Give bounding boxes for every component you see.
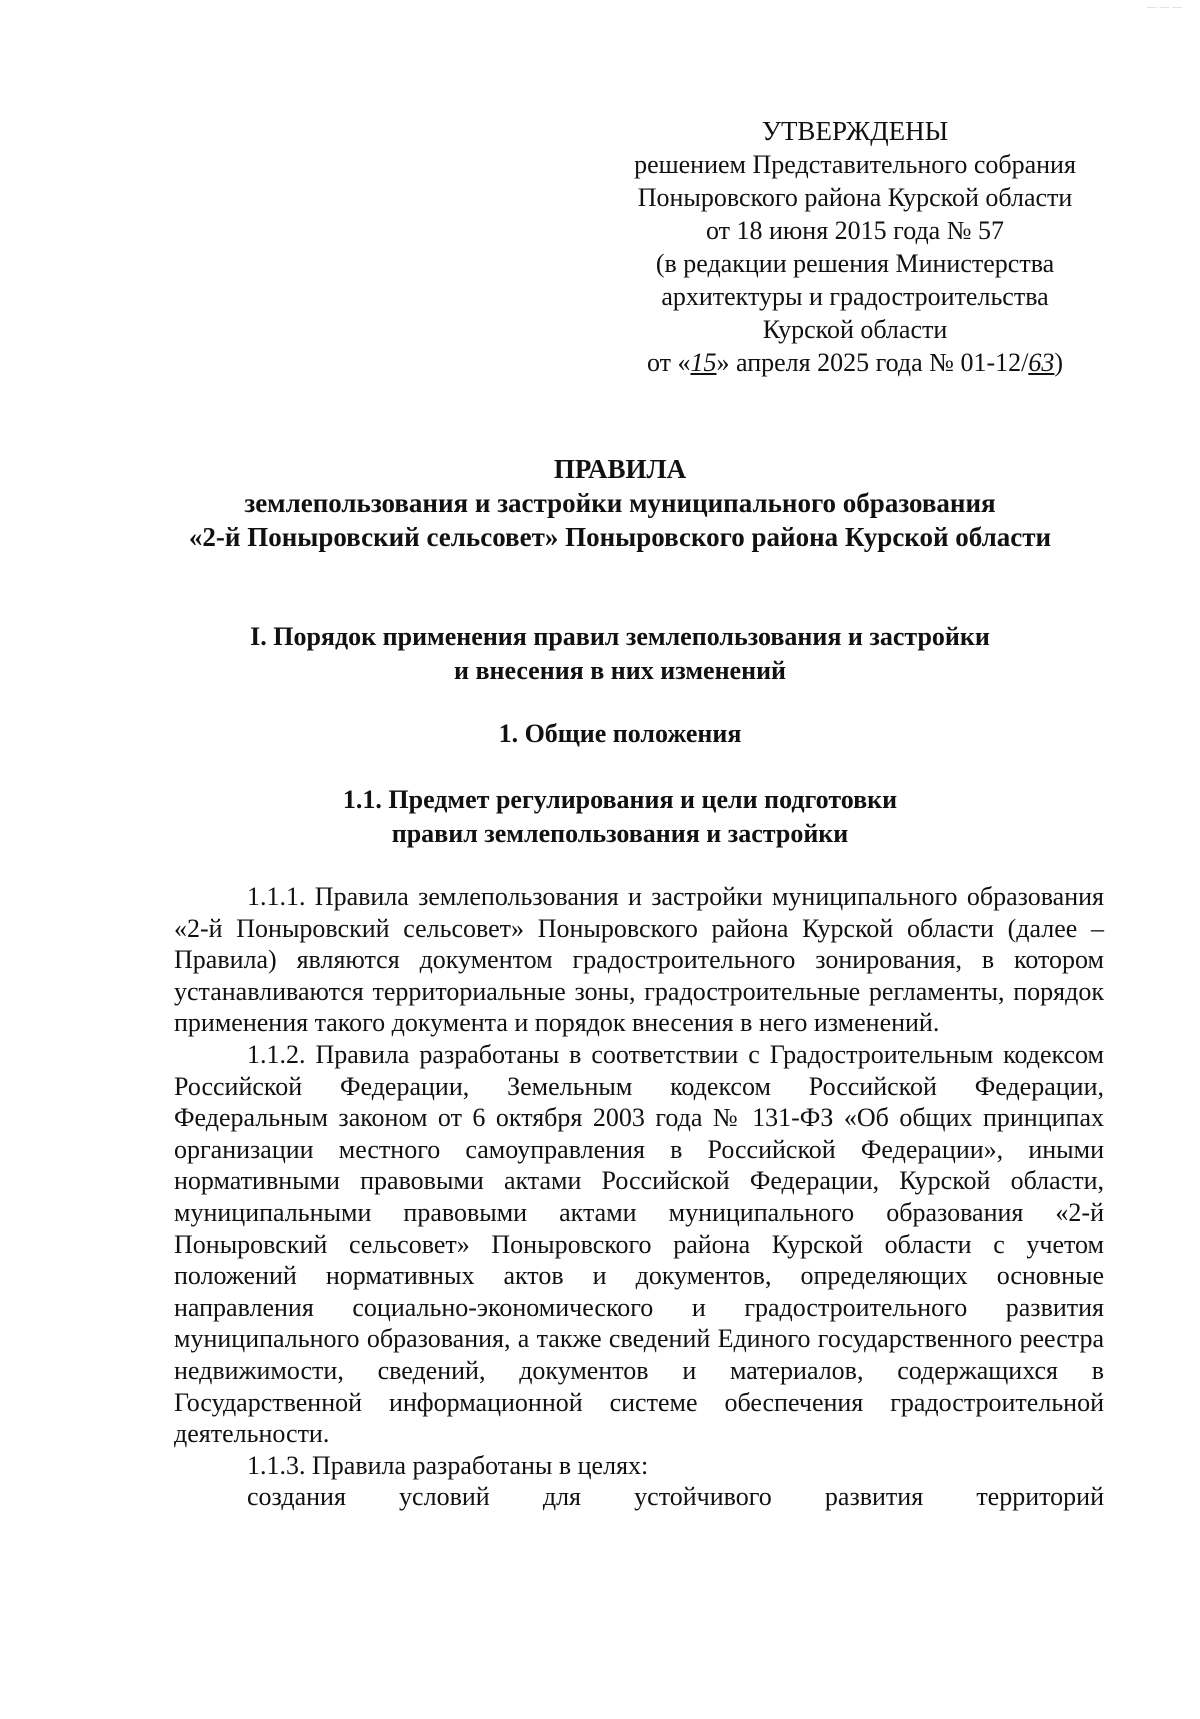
subsection-heading-line: правил землепользования и застройки bbox=[391, 819, 849, 848]
section-heading-line: и внесения в них изменений bbox=[453, 656, 787, 685]
approval-title: УТВЕРЖДЕНЫ bbox=[761, 116, 949, 146]
handwritten-number: 63 bbox=[1028, 348, 1055, 377]
title-line: землепользования и застройки муниципального образования bbox=[244, 488, 996, 518]
approval-line: (в редакции решения Министерства bbox=[655, 249, 1055, 278]
section-heading-line: I. Порядок применения правил землепользования и застройки bbox=[250, 622, 990, 651]
approval-date-middle: » апреля 2025 года № 01-12/ bbox=[716, 348, 1029, 377]
subsection-heading bbox=[140, 783, 1100, 851]
paragraph-1-1-2: 1.1.2. Правила разработаны в соответствии с Градостроительным кодексом Российской Федерации, Земельным кодексом Российской Федерации, Федеральным законом от 6 октября 2003 года № 131-ФЗ «Об общих принципах организации местного самоуправления в Российской Федерации», иными нормативными правовыми актами Российской Федерации, Курской области, муниципальными правовыми актами муниципального образования «2-й Поныровский сельсовет» Поныровского района Курской области с учетом положений нормативных актов и документов, определяющих основные направления социально-экономического и градостроительного развития муниципального образования, а также сведений Единого государственного реестра недвижимости, сведений, документов и материалов, содержащихся в Государственной информационной системе обеспечения градостроительной деятельности. bbox=[174, 1039, 1104, 1449]
document-title bbox=[140, 452, 1100, 554]
approval-line: архитектуры и градостроительства bbox=[661, 282, 1049, 311]
title-main: ПРАВИЛА bbox=[553, 454, 687, 484]
body-text bbox=[174, 881, 1104, 1513]
chapter-heading: 1. Общие положения bbox=[498, 719, 742, 748]
corner-mark: — — — bbox=[1147, 2, 1182, 13]
approval-block bbox=[600, 115, 1110, 379]
section-heading bbox=[140, 620, 1100, 688]
handwritten-day: 15 bbox=[690, 348, 717, 377]
approval-line: Курской области bbox=[762, 315, 948, 344]
paragraph-1-1-3: 1.1.3. Правила разработаны в целях: bbox=[247, 1450, 649, 1480]
paragraph-1-1-1: 1.1.1. Правила землепользования и застройки муниципального образования «2-й Поныровский сельсовет» Поныровского района Курской области (далее – Правила) являются документом градостроительного зонирования, в котором устанавливаются территориальные зоны, градостроительные регламенты, порядок применения такого документа и порядок внесения в него изменений. bbox=[174, 882, 1104, 1038]
paragraph-1-1-3-item: создания условий для устойчивого развития территорий bbox=[247, 1482, 1104, 1512]
title-line: «2-й Поныровский сельсовет» Поныровского района Курской области bbox=[188, 522, 1052, 552]
subsection-heading-line: 1.1. Предмет регулирования и цели подготовки bbox=[342, 785, 898, 814]
approval-date-suffix: ) bbox=[1054, 348, 1063, 377]
approval-line: Поныровского района Курской области bbox=[637, 183, 1073, 212]
approval-date-line bbox=[600, 346, 1110, 379]
approval-line: решением Представительного собрания bbox=[634, 150, 1076, 179]
approval-date-prefix: от « bbox=[646, 348, 691, 377]
approval-line: от 18 июня 2015 года № 57 bbox=[705, 216, 1005, 245]
